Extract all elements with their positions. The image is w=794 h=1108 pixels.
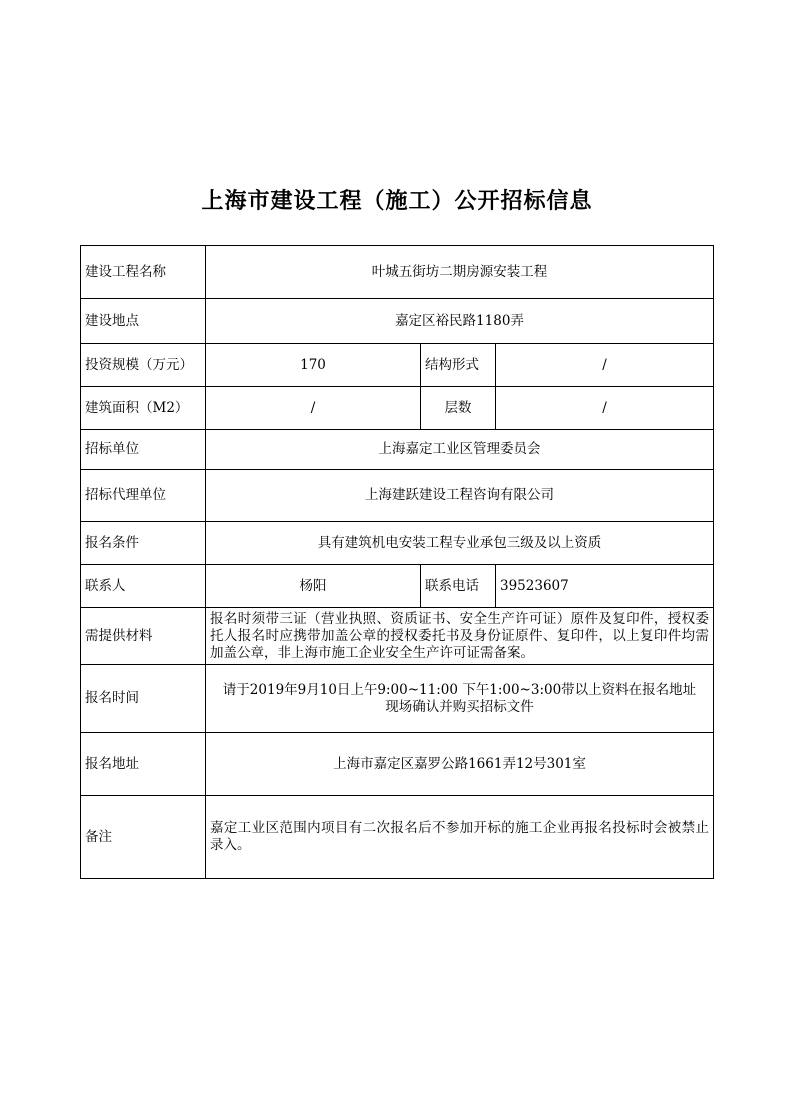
- phone-value: 39523607: [496, 565, 714, 608]
- phone-label: 联系电话: [421, 565, 496, 608]
- page-title: 上海市建设工程（施工）公开招标信息: [201, 189, 593, 214]
- agent-value: 上海建跃建设工程咨询有限公司: [206, 470, 714, 522]
- structure-label: 结构形式: [421, 344, 496, 387]
- reg-time-value: 请于2019年9月10日上午9:00~11:00 下午1:00~3:00带以上资料在报名地址现场确认并购买招标文件: [206, 665, 714, 733]
- materials-label: 需提供材料: [81, 608, 206, 665]
- row-reg-time: [81, 665, 714, 733]
- contact-value: 杨阳: [206, 565, 421, 608]
- row-qualification: [81, 522, 714, 565]
- floors-value: /: [496, 387, 714, 430]
- row-tender-unit: [81, 430, 714, 470]
- contact-label: 联系人: [81, 565, 206, 608]
- project-name-label: 建设工程名称: [81, 246, 206, 299]
- tender-unit-label: 招标单位: [81, 430, 206, 470]
- qualification-label: 报名条件: [81, 522, 206, 565]
- reg-address-value: 上海市嘉定区嘉罗公路1661弄12号301室: [206, 733, 714, 796]
- investment-value: 170: [206, 344, 421, 387]
- qualification-value: 具有建筑机电安装工程专业承包三级及以上资质: [206, 522, 714, 565]
- row-contact: [81, 565, 714, 608]
- row-investment: [81, 344, 714, 387]
- tender-info-table: [80, 245, 714, 879]
- area-value: /: [206, 387, 421, 430]
- area-label: 建筑面积（M2）: [81, 387, 206, 430]
- agent-label: 招标代理单位: [81, 470, 206, 522]
- materials-value: 报名时须带三证（营业执照、资质证书、安全生产许可证）原件及复印件，授权委托人报名时应携带加盖公章的授权委托书及身份证原件、复印件，以上复印件均需加盖公章，非上海市施工企业安全生产许可证需备案。: [206, 608, 714, 665]
- row-area: [81, 387, 714, 430]
- remarks-label: 备注: [81, 796, 206, 879]
- floors-label: 层数: [421, 387, 496, 430]
- location-label: 建设地点: [81, 299, 206, 344]
- row-reg-address: [81, 733, 714, 796]
- row-remarks: [81, 796, 714, 879]
- investment-label: 投资规模（万元）: [81, 344, 206, 387]
- remarks-value: 嘉定工业区范围内项目有二次报名后不参加开标的施工企业再报名投标时会被禁止录入。: [206, 796, 714, 879]
- row-project-name: [81, 246, 714, 299]
- tender-unit-value: 上海嘉定工业区管理委员会: [206, 430, 714, 470]
- reg-time-label: 报名时间: [81, 665, 206, 733]
- reg-address-label: 报名地址: [81, 733, 206, 796]
- row-agent: [81, 470, 714, 522]
- row-location: [81, 299, 714, 344]
- structure-value: /: [496, 344, 714, 387]
- project-name-value: 叶城五街坊二期房源安装工程: [206, 246, 714, 299]
- location-value: 嘉定区裕民路1180弄: [206, 299, 714, 344]
- row-materials: [81, 608, 714, 665]
